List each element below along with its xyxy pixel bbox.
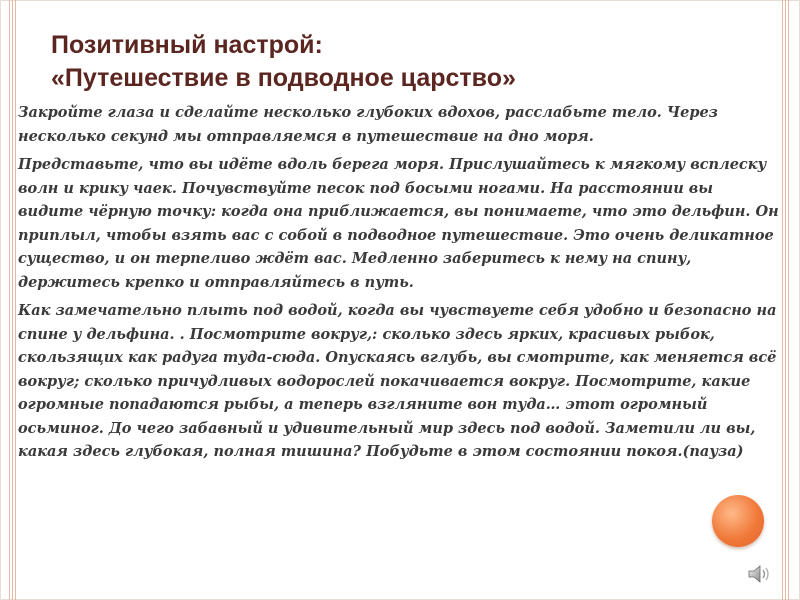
- right-decorative-stripes: [782, 0, 791, 600]
- slide-title-line-1: Позитивный настрой:: [51, 31, 323, 59]
- left-decorative-stripes: [9, 0, 18, 600]
- paragraph-2: Представьте, что вы идёте вдоль берега моря. Прислушайтесь к мягкому всплеску волн и крику чаек. Почувствуйте песок под босыми ногами. На расстоянии вы видите чёрную точку: когда она приближается, вы понимаете, что это дельфин. Он приплыл, чтобы взять вас с собой в подводное путешествие. Это очень деликатное существо, и он терпеливо ждёт вас. Медленно заберитесь к нему на спину, держитесь крепко и отправляйтесь в путь.: [18, 156, 779, 291]
- orange-circle-decoration: [712, 495, 764, 547]
- slide-title: [51, 29, 516, 95]
- paragraph-1: Закройте глаза и сделайте несколько глубоких вдохов, расслабьте тело. Через несколько секунд мы отправляемся в путешествие на дно моря.: [18, 104, 718, 145]
- paragraph-3: Как замечательно плыть под водой, когда вы чувствуете себя удобно и безопасно на спине у дельфина. . Посмотрите вокруг,: сколько здесь ярких, красивых рыбок, скользящих как радуга туда-сюда. Опускаясь вглубь, вы смотрите, как меняется всё вокруг; сколько причудливых водорослей покачивается вокруг. Посмотрите, какие огромные попадаются рыбы, а теперь взгляните вон туда… этот огромный осьминог. До чего забавный и удивительный мир здесь под водой. Заметили ли вы, какая здесь глубокая, полная тишина? Побудьте в этом состоянии покоя.(пауза): [18, 302, 777, 460]
- slide-title-line-2: «Путешествие в подводное царство»: [51, 64, 516, 92]
- slide-body: [18, 101, 782, 469]
- speaker-icon[interactable]: [747, 563, 773, 585]
